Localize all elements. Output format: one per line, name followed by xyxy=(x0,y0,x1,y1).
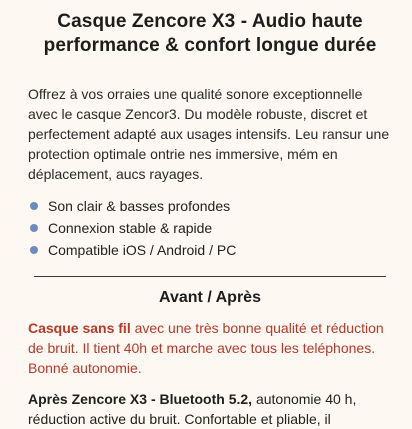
bullet-dot-icon xyxy=(30,224,38,232)
product-title: Casque Zencore X3 - Audio haute performance & confort longue durée xyxy=(43,11,377,56)
before-highlight: Casque sans fil xyxy=(28,320,131,336)
feature-item-compatibility xyxy=(28,239,392,261)
after-text: autonomie 40 h, réduction active du bruit. Confortable et pliable, il xyxy=(28,391,357,427)
feature-list xyxy=(28,195,392,261)
after-paragraph xyxy=(28,389,392,429)
product-intro: Offrez à vos orraies une qualité sonore exceptionnelle avec le casque Zencor3. Du modèle robuste, discret et perfectement adapté aux usages intensifs. Leu ransur une protection optimale ontrie nes immersive, mém en déplacement, aucs rayages. xyxy=(28,86,390,182)
section-divider xyxy=(34,276,386,277)
comparison-title: Avant / Après xyxy=(159,289,261,306)
feature-item-sound xyxy=(28,195,392,217)
before-text: avec une très bonne qualité et réduction de bruit. Il tient 40h et marche avec tous les teléphones. Bonné autonomie. xyxy=(28,320,384,376)
feature-label: Son clair & basses profondes xyxy=(48,198,231,214)
bullet-dot-icon xyxy=(30,202,38,210)
feature-label: Connexion stable & rapide xyxy=(48,220,213,236)
before-paragraph xyxy=(28,318,392,378)
feature-item-connection xyxy=(28,217,392,239)
feature-label: Compatible iOS / Android / PC xyxy=(48,242,237,258)
after-highlight: Après Zencore X3 - Bluetooth 5.2, xyxy=(28,391,253,407)
bullet-dot-icon xyxy=(30,246,38,254)
